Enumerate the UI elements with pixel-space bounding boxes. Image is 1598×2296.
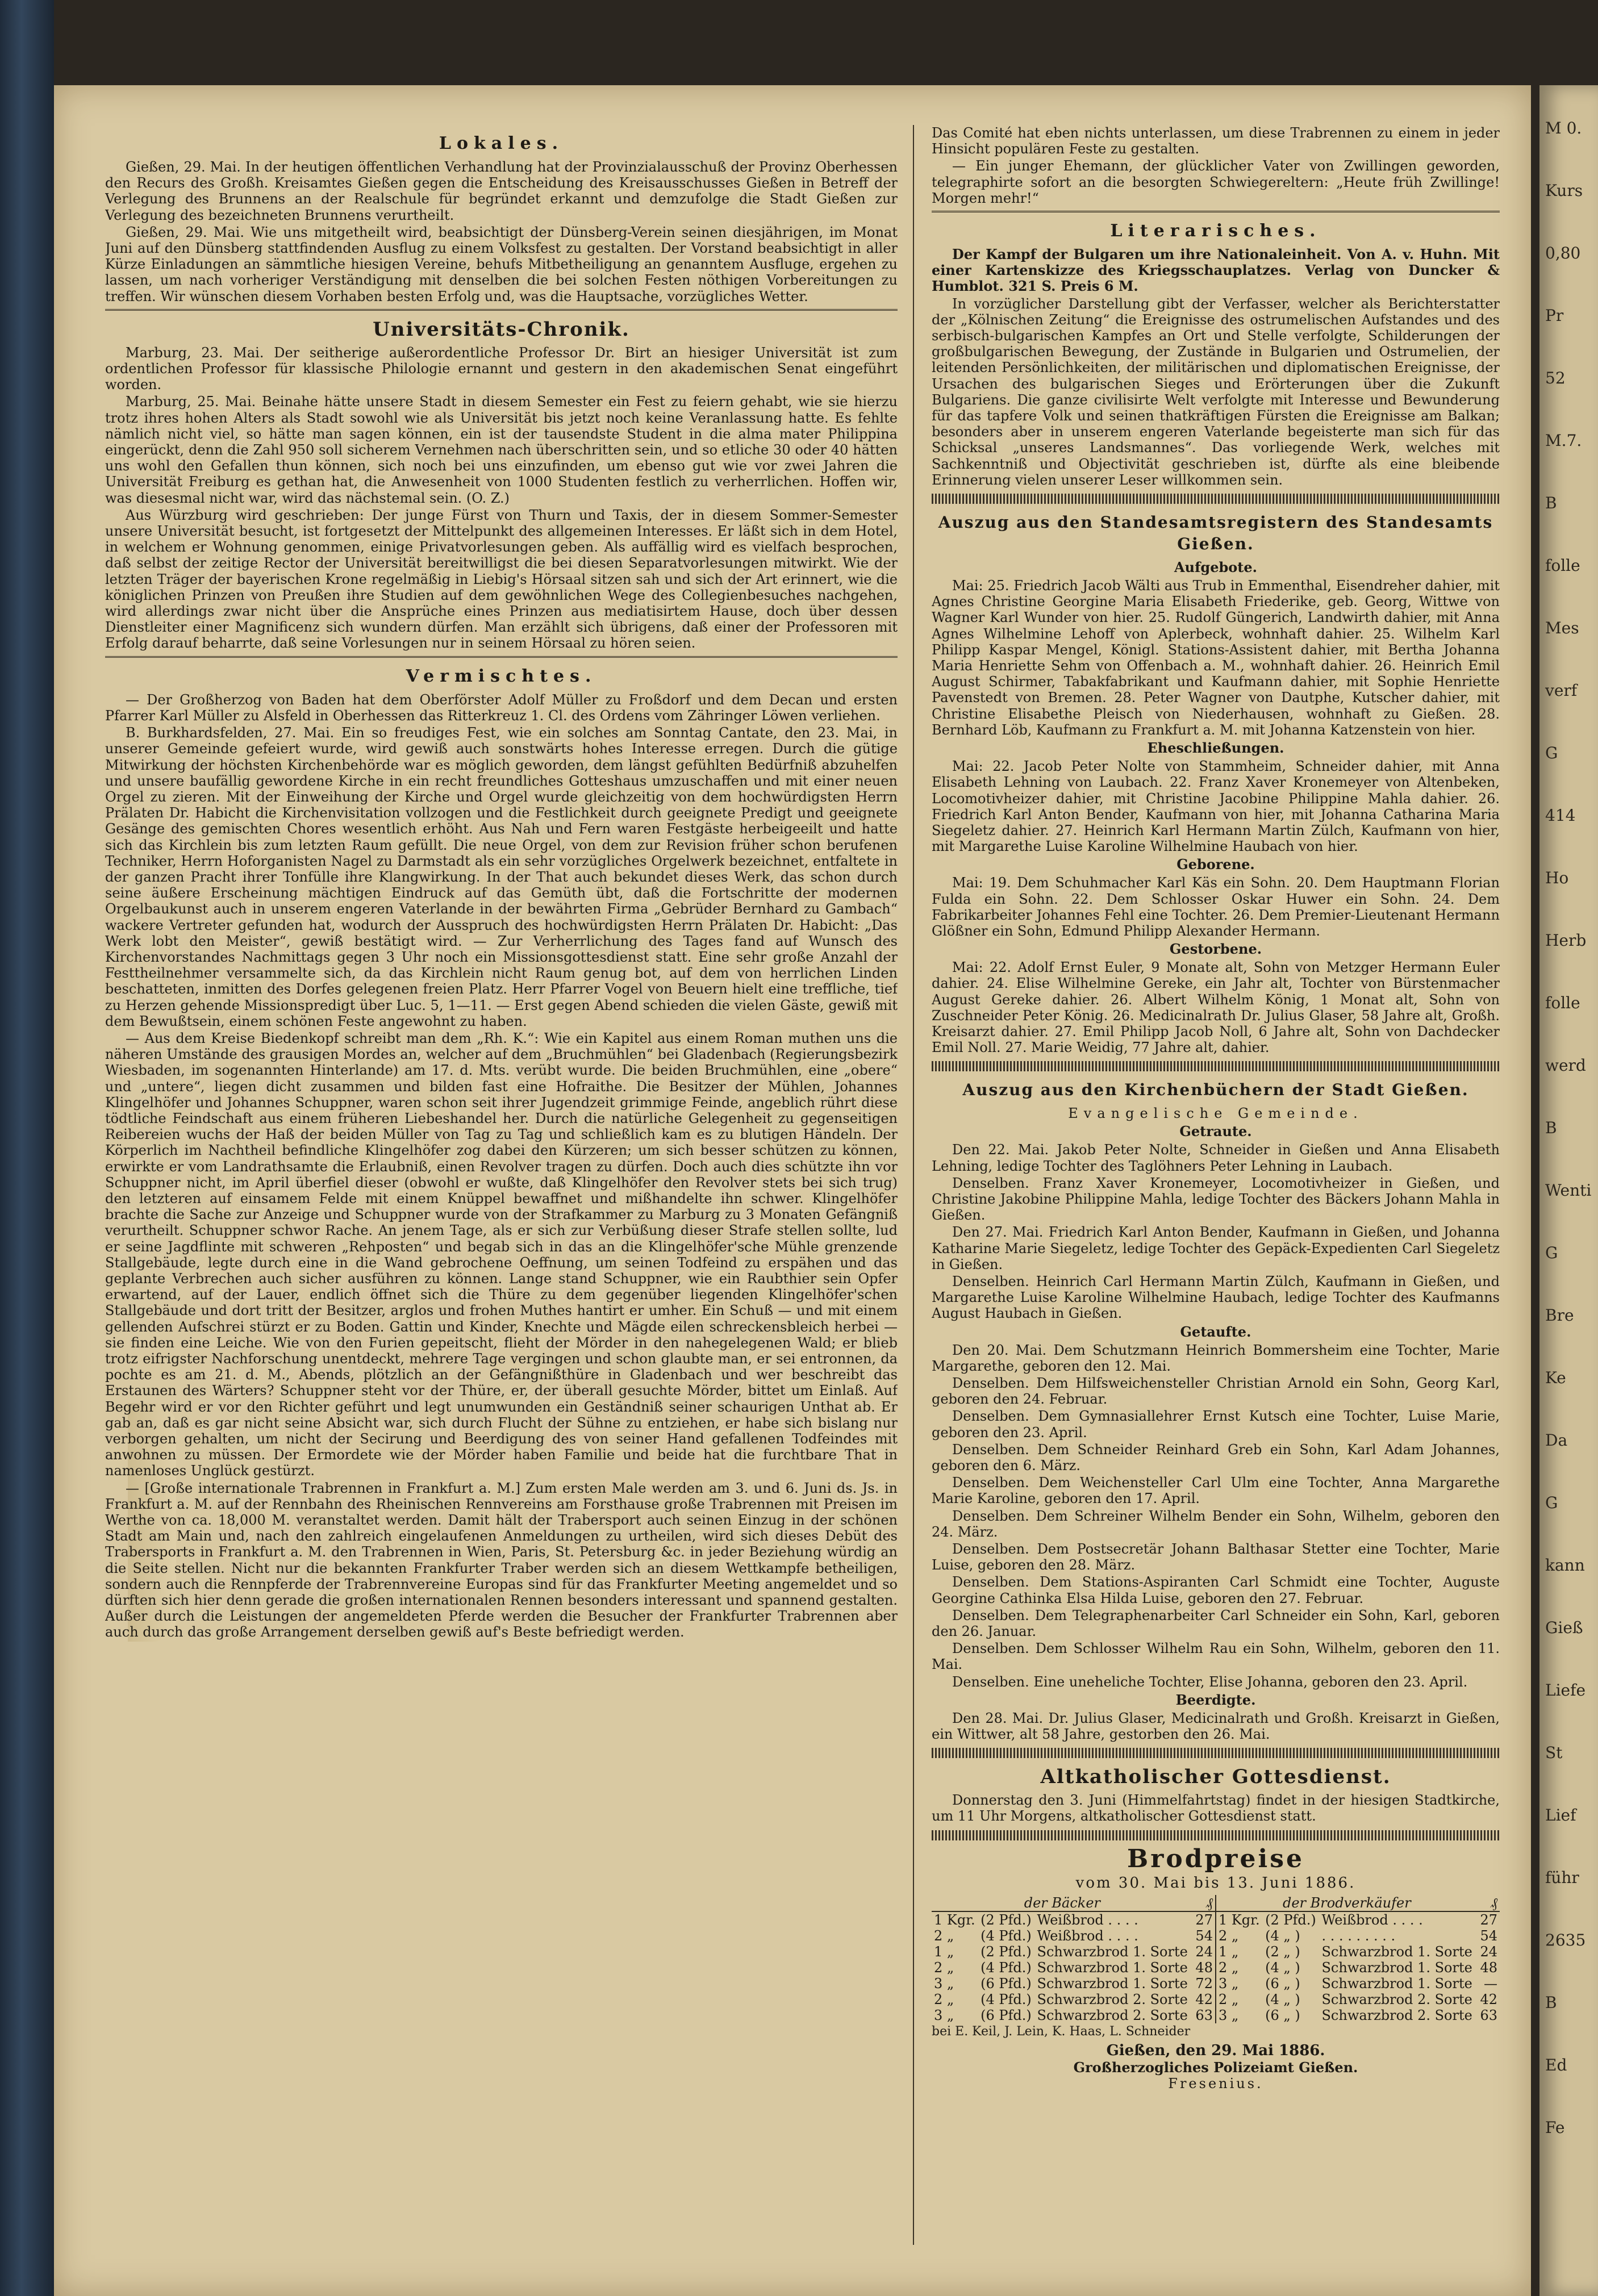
neighbor-text-fragment: G (1545, 744, 1558, 762)
subheading: Getraute. (1179, 1123, 1252, 1140)
neighbor-text-fragment: Wenti (1545, 1181, 1592, 1200)
section-heading: Auszug aus den Standesamtsregistern des Standesamts Gießen. (938, 513, 1493, 554)
price-cell: 48 (1195, 1959, 1213, 1976)
register-entry: Den 28. Mai. Dr. Julius Glaser, Medicinalrath und Großh. Kreisarzt in Gießen, ein Wittwer, alt 58 Jahre, gestorben den 26. Mai. (932, 1710, 1500, 1743)
adjacent-page-edge (1539, 85, 1598, 2296)
price-cell: 42 (1480, 1991, 1497, 2007)
neighbor-text-fragment: kann (1545, 1556, 1585, 1575)
bread-cell: Schwarzbrod 2. Sorte (1037, 2007, 1188, 2023)
neighbor-text-fragment: Ed (1545, 2056, 1567, 2074)
neighbor-text-fragment: B (1545, 1993, 1557, 2012)
register-entry: Denselben. Dem Telegraphenarbeiter Carl Schneider ein Sohn, Karl, geboren den 26. Januar. (932, 1607, 1500, 1640)
sellers-header: der Brodverkäufer (1216, 1895, 1478, 1911)
register-entry: Denselben. Heinrich Carl Hermann Martin Zülch, Kaufmann in Gießen, und Margarethe Luise Karoline Wilhelmine Haubach, ledige Tochter des Kaufmanns August Haubach in Gießen. (932, 1273, 1500, 1322)
subheading: Getaufte. (1180, 1323, 1251, 1340)
section-heading: Universitäts-Chronik. (373, 318, 630, 341)
bread-price-row (932, 1911, 1500, 1928)
article-paragraph: Aus Würzburg wird geschrieben: Der junge Fürst von Thurn und Taxis, der in diesem Sommer-Semester unsere Universität besucht, ist fortgesetzt der Mittelpunkt des allgemeinen Interesses. Er läßt sich in dem Hotel, in welchem er Wohnung genommen, einige Privatvorlesungen geben. Als auffällig wird es vielfach besprochen, daß selbst der zeitige Rector der Universität bereitwilligst die bei diesen Separatvorlesungen mitwirkt. Wie der letzten Träger der bayerischen Krone regelmäßig in Liebig's Hörsaal sitzen sah und sich der Art erinnert, wie die königlichen Prinzen von Preußen ihre Studien auf dem gewöhnlichen Wege des Collegienbesuches nachgehen, wird allerdings zwar nicht über die Ansprüche eines Prinzen aus mediatisirtem Hause, doch über dessen Dienstleiter einer Magnificenz sich wundern dürfen. Man erzählt sich übrigens, daß einer der Professoren mit Erfolg darauf beharrte, daß seine Vorlesungen nur in seinem Hörsaal zu hören seien. (105, 507, 898, 652)
neighbor-text-fragment: G (1545, 1243, 1558, 1262)
bread-cell: (2 Pfd.) (981, 1911, 1032, 1928)
bread-cell: (4 „ ) (1265, 1991, 1300, 2007)
neighbor-text-fragment: verf (1545, 681, 1578, 700)
hatched-divider (932, 1061, 1500, 1071)
article-paragraph: In vorzüglicher Darstellung gibt der Verfasser, welcher als Berichterstatter der „Kölnischen Zeitung“ die Ereignisse des ostrumelischen Aufstandes und des serbisch-bulgarischen Kampfes an Ort und Stelle verfolgte, Schilderungen der großbulgarischen Bewegung, der Zustände in Bulgarien und Ostrumelien, der leitenden Persönlichkeiten, der militärischen und diplomatischen Ereignisse, der Ursachen des bulgarischen Sieges und Erörterungen über die Zukunft Bulgariens. Die ganze civilisirte Welt verfolgte mit Interesse und Bewunderung für das tapfere Volk und seinen thatkräftigen Fürsten die Ereignisse am Balkan; besonders aber in unserem engeren Vaterlande begeisterte man sich für das Schicksal „unseres Landsmannes“. Das vorliegende Werk, welches mit Sachkenntniß und Objectivität geschrieben ist, dürfte als eine bleibende Erinnerung vielen unserer Leser willkommen sein. (932, 295, 1500, 488)
article-paragraph: Marburg, 25. Mai. Beinahe hätte unsere Stadt in diesem Semester ein Fest zu feiern gehabt, wie sie hierzu trotz ihres hohen Alters als Stadt sowohl wie als Universität bis jetzt noch keine Veranlassung hatte. Es fehlte nämlich nicht viel, so hätte man sagen können, ein ist der tausendste Student in die alma mater Philippina eingerückt, denn die Zahl 950 soll sicherem Vernehmen nach überschritten sein, und so etliche 30 oder 40 hätten uns wohl den Gefallen thun können, sich noch bei uns einzufinden, um ebenso gut wie vor zwei Jahren die Universität Freiburg es gethan hat, die Anwesenheit von 1000 Studenten festlich zu verherrlichen. Hoffen wir, was diesesmal nicht war, wird das nächstemal sein. (O. Z.) (105, 394, 898, 506)
bread-cell: 2 „ (1216, 1928, 1263, 1944)
price-cell: 42 (1195, 1991, 1213, 2007)
bread-cell: 1 Kgr. (1216, 1911, 1263, 1928)
universitaets-chronik-section (105, 319, 898, 652)
hatched-divider (932, 494, 1500, 504)
section-divider (105, 656, 898, 658)
neighbor-text-fragment: G (1545, 1493, 1558, 1512)
register-entries: Mai: 22. Adolf Ernst Euler, 9 Monate alt, Sohn von Metzger Hermann Euler dahier. 24. Elise Wilhelmine Gereke, ein Jahr alt, Tochter von Bürstenmacher August Gereke dahier. 26. Albert Wilhelm König, 1 Monat alt, Sohn von Zuschneider Peter König. 26. Medicinalrath Dr. Julius Glaser, 58 Jahre alt, Großh. Kreisarzt dahier. 27. Emil Philipp Jacob Noll, 6 Jahre alt, Sohn von Dachdecker Emil Noll. 27. Marie Weidig, 77 Jahre alt, dahier. (932, 959, 1500, 1056)
authority: Großherzogliches Polizeiamt Gießen. (1073, 2059, 1358, 2076)
article-paragraph: — Ein junger Ehemann, der glücklicher Vater von Zwillingen geworden, telegraphirte sofort an die besorgten Schwiegereltern: „Heute früh Zwillinge! Morgen mehr!“ (932, 158, 1500, 206)
price-cell: 63 (1195, 2007, 1213, 2023)
article-paragraph: Gießen, 29. Mai. Wie uns mitgetheilt wird, beabsichtigt der Dünsberg-Verein seinen diesjährigen, im Monat Juni auf den Dünsberg stattfindenden Ausflug zu einem Volksfest zu gestalten. Der Vorstand beabsichtigt in aller Kürze Einladungen an sämmtliche hiesigen Vereine, behufs Mitbetheiligung an genanntem Ausfluge, ergehen zu lassen, um nach vorheriger Verständigung mit denselben die bei solchen Festen nöthigen Vorbereitungen zu treffen. Wir wünschen diesem Vorhaben besten Erfolg und, was die Hauptsache, vorzügliches Wetter. (105, 224, 898, 304)
bread-cell: Schwarzbrod 1. Sorte (1037, 1959, 1188, 1976)
register-entry: Denselben. Franz Xaver Kronemeyer, Locomotivheizer in Gießen, und Christine Jakobine Philippine Mahla, ledige Tochter des Bäckers Johann Mahla in Gießen. (932, 1175, 1500, 1224)
subheading: Beerdigte. (1175, 1691, 1256, 1708)
bread-cell: Schwarzbrod 1. Sorte (1321, 1959, 1472, 1976)
neighbor-text-fragment: M 0. (1545, 119, 1582, 137)
section-heading: Lokales. (439, 133, 564, 153)
register-entry: Denselben. Dem Schreiner Wilhelm Bender ein Sohn, Wilhelm, geboren den 24. März. (932, 1508, 1500, 1540)
article-paragraph: Marburg, 23. Mai. Der seitherige außerordentliche Professor Dr. Birt an hiesiger Universität ist zum ordentlichen Professor für klassische Philologie ernannt und gestern in den akademischen Senat eingeführt worden. (105, 344, 898, 393)
bread-cell: Schwarzbrod 1. Sorte (1037, 1943, 1188, 1960)
neighbor-text-fragment: folle (1545, 556, 1580, 575)
register-entries: Mai: 22. Jacob Peter Nolte von Stammheim, Schneider dahier, mit Anna Elisabeth Lehning von Laubach. 22. Franz Xaver Kronemeyer von Altenbeken, Locomotivheizer dahier, mit Christine Jacobine Philippine Mahla dahier. 26. Friedrich Karl Anton Bender, Kaufmann von hier, mit Johanna Catharina Maria Siegeletz dahier. 27. Heinrich Karl Hermann Martin Zülch, Kaufmann von hier, mit Margarethe Luise Karoline Wilhelmine Haubach von hier. (932, 758, 1500, 855)
article-paragraph: Gießen, 29. Mai. In der heutigen öffentlichen Verhandlung hat der Provinzialausschuß der Provinz Oberhessen den Recurs des Großh. Kreisamtes Gießen gegen die Entscheidung des Kreisausschusses Gießen in Betreff der Verlegung des Brunnens an der Realschule für begründet erkannt und demzufolge die Stadt Gießen zur Verlegung des bezeichneten Brunnens verurtheilt. (105, 159, 898, 223)
hatched-divider (932, 1830, 1500, 1840)
section-heading: Brodpreise (1127, 1844, 1304, 1873)
hatched-divider (932, 1748, 1500, 1758)
price-cell: 48 (1480, 1959, 1497, 1976)
price-period: vom 30. Mai bis 13. Juni 1886. (1075, 1874, 1356, 1892)
brodpreise-section (932, 1844, 1500, 2092)
left-column (105, 125, 898, 2245)
neighbor-text-fragment: M.7. (1545, 431, 1582, 450)
price-cell: 54 (1195, 1927, 1213, 1944)
article-paragraph: — Der Großherzog von Baden hat dem Oberförster Adolf Müller zu Froßdorf und dem Decan und ersten Pfarrer Karl Müller zu Alsfeld in Oberhessen das Ritterkreuz 1. Cl. des Ordens vom Zähringer Löwen verliehen. (105, 691, 898, 724)
signature: Fresenius. (1168, 2075, 1263, 2092)
bread-cell: 2 „ (1216, 1960, 1263, 1976)
bread-cell: (4 Pfd.) (981, 1927, 1032, 1944)
neighbor-text-fragment: 2635 (1545, 1931, 1586, 1949)
bread-cell: 3 „ (1216, 1976, 1263, 1992)
neighbor-text-fragment: werd (1545, 1056, 1586, 1075)
register-entry: Den 27. Mai. Friedrich Karl Anton Bender, Kaufmann in Gießen, und Johanna Katharine Marie Siegeletz, ledige Tochter des Gepäck-Expedienten Carl Siegeletz in Gießen. (932, 1224, 1500, 1272)
bread-price-table (932, 1895, 1500, 2023)
column-divider (913, 125, 914, 2245)
bread-cell: 3 „ (1216, 2007, 1263, 2023)
price-cell: 72 (1195, 1975, 1213, 1992)
bread-cell: (4 „ ) (1265, 1959, 1300, 1976)
bread-cell: (6 „ ) (1265, 2007, 1300, 2023)
register-entry: Den 22. Mai. Jakob Peter Nolte, Schneider in Gießen und Anna Elisabeth Lehning, ledige Tochter des Taglöhners Peter Lehning in Laubach. (932, 1142, 1500, 1174)
neighbor-text-fragment: Pr (1545, 306, 1564, 325)
bread-rows (932, 1911, 1500, 2023)
bread-cell: Schwarzbrod 1. Sorte (1321, 1943, 1472, 1960)
register-entry: Den 20. Mai. Dem Schutzmann Heinrich Bommersheim eine Tochter, Marie Margarethe, geboren den 12. Mai. (932, 1342, 1500, 1374)
register-entry: Denselben. Dem Postsecretär Johann Balthasar Stetter eine Tochter, Marie Luise, geboren den 28. März. (932, 1541, 1500, 1573)
bread-cell: 3 „ (934, 1975, 954, 1992)
bread-price-row (932, 1960, 1500, 1976)
price-cell: — (1484, 1975, 1497, 1992)
neighbor-text-fragment: Herb (1545, 931, 1587, 950)
section-heading: Auszug aus den Kirchenbüchern der Stadt Gießen. (962, 1080, 1469, 1100)
literarisches-section (932, 220, 1500, 488)
bread-price-row (932, 1992, 1500, 2007)
section-heading: Altkatholischer Gottesdienst. (1040, 1765, 1391, 1789)
neighbor-text-fragment: B (1545, 494, 1557, 512)
neighbor-text-fragment: Ke (1545, 1368, 1566, 1387)
vermischtes-section (105, 666, 898, 1640)
neighbor-text-fragment: Kurs (1545, 181, 1583, 200)
register-entry: Denselben. Dem Stations-Aspiranten Carl Schmidt eine Tochter, Auguste Georgine Cathinka Elsa Hilda Luise, geboren den 27. Februar. (932, 1574, 1500, 1606)
neighbor-text-fragment: Liefe (1545, 1681, 1586, 1700)
price-cell: 63 (1480, 2007, 1497, 2023)
bread-price-row (932, 1976, 1500, 1992)
bakers-header: der Bäcker (932, 1895, 1193, 1911)
price-cell: 54 (1480, 1927, 1497, 1944)
book-title: Der Kampf der Bulgaren um ihre Nationaleinheit. Von A. v. Huhn. Mit einer Kartenskizze des Kriegsschauplatzes. Verlag von Duncker & Humblot. 321 S. Preis 6 M. (932, 246, 1500, 295)
register-entry: Denselben. Dem Schlosser Wilhelm Rau ein Sohn, Wilhelm, geboren den 11. Mai. (932, 1640, 1500, 1673)
register-entry: Denselben. Dem Schneider Reinhard Greb ein Sohn, Karl Adam Johannes, geboren den 6. März. (932, 1441, 1500, 1473)
currency-label: ₰ (1478, 1895, 1500, 1911)
article-paragraph: Donnerstag den 3. Juni (Himmelfahrtstag) findet in der hiesigen Stadtkirche, um 11 Uhr Morgens, altkatholischer Gottesdienst statt. (932, 1792, 1500, 1825)
bread-cell: Weißbrod . . . . (1321, 1911, 1423, 1928)
bread-cell: 2 „ (934, 1991, 954, 2007)
newspaper-page (54, 85, 1531, 2296)
bread-cell: . . . . . . . . . (1321, 1927, 1396, 1944)
register-entry: Denselben. Eine uneheliche Tochter, Elise Johanna, geboren den 23. April. (952, 1673, 1468, 1690)
bread-cell: Schwarzbrod 1. Sorte (1321, 1975, 1472, 1992)
neighbor-text-fragment: Bre (1545, 1306, 1574, 1325)
article-paragraph: — [Große internationale Trabrennen in Frankfurt a. M.] Zum ersten Male werden am 3. und 6. Juni ds. Js. in Frankfurt a. M. auf der Rennbahn des Rheinischen Rennvereins am Forsthause große Trabrennen mit Preisen im Werthe von ca. 18,000 M. veranstaltet werden. Damit hält der Trabersport auch seinen Einzug in der schönen Stadt am Main und, nach den zahlreich eingelaufenen Anmeldungen zu urtheilen, wird sich dieses Debüt des Trabersports in Frankfurt a. M. den Trabrennen in Wien, Paris, St. Petersburg &c. in jeder Beziehung würdig an die Seite stellen. Nicht nur die bekannten Frankfurter Traber werden sich an diesem Wettkampfe betheiligen, sondern auch die Rennpferde der Trabrennvereine Europas sind für das Frankfurter Meeting angemeldet und so dürften sich hier denn gerade die großen internationalen Rennen besonders interessant und spannend gestalten. Außer durch die Leistungen der angemeldeten Pferde werden die Besucher der Frankfurter Trabrennen aber auch durch das große Arrangement derselben gewiß auf's Beste befriedigt werden. (105, 1480, 898, 1640)
footnote: bei E. Keil, J. Lein, K. Haas, L. Schneider (932, 2024, 1191, 2039)
section-divider (932, 211, 1500, 212)
subheading: Geborene. (1176, 856, 1255, 873)
article-paragraph: Das Comité hat eben nichts unterlassen, um diese Trabrennen zu einem in jeder Hinsicht populären Feste zu gestalten. (932, 125, 1500, 157)
bread-cell: (4 „ ) (1265, 1927, 1300, 1944)
bread-cell: 1 „ (934, 1943, 954, 1960)
bread-cell: 2 „ (1216, 1992, 1263, 2007)
bread-cell: 1 „ (1216, 1944, 1263, 1960)
register-entries: Mai: 19. Dem Schuhmacher Karl Käs ein Sohn. 20. Dem Hauptmann Florian Fulda ein Sohn. 22. Dem Schlosser Oskar Huwer ein Sohn. 24. Dem Fabrikarbeiter Johannes Fehl eine Tochter. 26. Dem Premier-Lieutenant Hermann Glößner ein Sohn, Edmund Philipp Alexander Hermann. (932, 875, 1500, 939)
currency-label: ₰ (1193, 1895, 1216, 1911)
neighbor-text-fragment: führ (1545, 1868, 1579, 1887)
notice-date: Gießen, den 29. Mai 1886. (1106, 2042, 1325, 2059)
neighbor-text-fragment: B (1545, 1118, 1557, 1137)
neighbor-text-fragment: Gieß (1545, 1618, 1583, 1637)
lokales-section (105, 133, 898, 304)
article-paragraph: — Aus dem Kreise Biedenkopf schreibt man dem „Rh. K.“: Wie ein Kapitel aus einem Roman muthen uns die näheren Umstände des grausigen Mordes an, welcher auf dem „Bruchmühlen“ bei Gladenbach (Regierungsbezirk Wiesbaden, im sogenannten Hinterlande) am 17. d. Mts. verübt wurde. Die beiden Bruchmühlen, eine „obere“ und „untere“, liegen dicht zusammen und bilden fast eine Hofraithe. Die Besitzer der Mühlen, Johannes Klingelhöfer und Johannes Schuppner, waren schon seit ihrer Jugendzeit grimmige Feinde, angeblich rührt diese tödtliche Feindschaft aus einem früheren Liebeshandel her. Durch die natürliche Gelegenheit zu gegenseitigen Reibereien wuchs der Haß der beiden Müller von Tag zu Tag und schließlich kam es zu blutigen Händeln. Der Körperlich im Nachtheil befindliche Klingelhöfer zog dabei den Kürzeren; um sich besser schützen zu können, erwirkte er vom Landrathsamte die Erlaubniß, einen Revolver tragen zu dürfen. Doch auch dies schützte ihn vor Schuppner nicht, im April überfiel dieser (obwohl er wußte, daß Klingelhöfer den Revolver stets bei sich trug) den letzteren auf einsamem Felde mit einem Knüppel bewaffnet und mißhandelte ihn schwer. Klingelhöfer brachte die Sache zur Anzeige und Schuppner wurde von der Strafkammer zu Marburg zu 3 Monaten Gefängniß verurtheilt. Schuppner schwor Rache. An jenem Tage, als er sich zur Verbüßung dieser Strafe stellen sollte, lud er seine Jagdflinte mit schweren „Rehposten“ und begab sich in das an die Klingelhöfer'sche Mühle grenzende Stallgebäude, legte durch eine in die Wand gebrochene Oeffnung, um seinen Todfeind zu erspähen und das geplante Verbrechen auch sicher ausführen zu können. Lange stand Schuppner, wie ein Raubthier sein Opfer erwartend, auf der Lauer, endlich öffnet sich die Thüre zu dem gegenüber liegenden Klingelhöfer'schen Stallgebäude und dort tritt der Besitzer, arglos und frohen Muthes hantirt er umher. Ein Schuß — und mit einem gellenden Aufschrei stürzt er zu Boden. Gattin und Kinder, Knechte und Mägde eilen schreckensbleich herbei — sie finden eine Leiche. Wie von den Furien gepeitscht, flieht der Mörder in den nahegelegenen Wald; er blieb trotz eifrigster Nachforschung unentdeckt, mehrere Tage vergingen und schon glaubte man, er sei entronnen, da pochte es am 21. d. M., Abends, plötzlich an der Gefängnißthüre in Gladenbach und wer beschreibt das Erstaunen des Wärters? Schuppner steht vor der Thüre, er, der überall gesuchte Mörder, bittet um Einlaß. Auf Begehr wird er vor den Richter geführt und legt unumwunden ein Geständniß seiner schaurigen Unthat ab. Er gab an, daß es gar nicht seine Absicht war, sich durch Flucht der Sühne zu entziehen, er habe sich bislang nur verborgen gehalten, um nicht der Secirung und Beerdigung des von seiner Hand gefallenen Todfeindes mit anwohnen zu müssen. Der Ermordete wie der Mörder haben Familie und beide hat die furchtbare That in namenloses Unglück gestürzt. (105, 1030, 898, 1479)
register-entry: Denselben. Dem Gymnasiallehrer Ernst Kutsch eine Tochter, Luise Marie, geboren den 23. April. (932, 1408, 1500, 1441)
bread-cell: Schwarzbrod 1. Sorte (1037, 1975, 1188, 1992)
neighbor-text-fragment: Fe (1545, 2118, 1565, 2137)
bread-cell: (2 Pfd.) (981, 1943, 1032, 1960)
neighbor-text-fragment: 0,80 (1545, 244, 1581, 262)
neighbor-text-fragment: Lief (1545, 1806, 1576, 1825)
standesamt-section (932, 512, 1500, 1055)
bread-cell: Schwarzbrod 2. Sorte (1037, 1991, 1188, 2007)
bread-cell: (2 Pfd.) (1265, 1911, 1316, 1928)
bread-cell: Schwarzbrod 2. Sorte (1321, 1991, 1472, 2007)
bread-cell: (4 Pfd.) (981, 1959, 1032, 1976)
bread-cell: (4 Pfd.) (981, 1991, 1032, 2007)
bread-cell: (6 Pfd.) (981, 1975, 1032, 1992)
bread-cell: (6 „ ) (1265, 1975, 1300, 1992)
bread-price-row (932, 1928, 1500, 1944)
book-binding-edge (0, 0, 54, 2296)
neighbor-text-fragment: 52 (1545, 369, 1566, 387)
register-entries: Mai: 25. Friedrich Jacob Wälti aus Trub in Emmenthal, Eisendreher dahier, mit Agnes Christine Georgine Maria Elisabeth Friederike, geb. Georg, Wittwe von Wagner Karl Wunder von hier. 25. Rudolf Güngerich, Landwirth dahier, mit Anna Agnes Wilhelmine Lehoff von Aplerbeck, wohnhaft dahier. 25. Wilhelm Karl Philipp Kaspar Mengel, Königl. Stations-Assistent dahier, mit Bertha Johanna Maria Henriette Sehm von Offenbach a. M., wohnhaft dahier. 26. Heinrich Emil August Schirmer, Tabakfabrikant und Kaufmann dahier, mit Sophie Henriette Pavenstedt von Bremen. 28. Peter Wagner von Dautphe, Kutscher dahier, mit Christine Elisabethe Pleisch von Niederhausen, wohnhaft zu Gießen. 28. Bernhard Löb, Kaufmann zu Frankfurt a. M. mit Johanna Katzenstein von hier. (932, 578, 1500, 738)
bread-cell: Weißbrod . . . . (1037, 1927, 1138, 1944)
price-cell: 27 (1195, 1911, 1213, 1928)
bread-cell: 2 „ (934, 1959, 954, 1976)
neighbor-text-fragment: Da (1545, 1431, 1568, 1450)
right-column (932, 125, 1500, 2245)
neighbor-text-fragment: St (1545, 1743, 1563, 1762)
subheading: Aufgebote. (1174, 559, 1257, 576)
bread-cell: Schwarzbrod 2. Sorte (1321, 2007, 1472, 2023)
bread-cell: 2 „ (934, 1927, 954, 1944)
altkatholisch-section (932, 1766, 1500, 1824)
subheading: Gestorbene. (1169, 941, 1262, 958)
register-entry: Denselben. Dem Weichensteller Carl Ulm eine Tochter, Anna Margarethe Marie Karoline, geboren den 17. April. (932, 1475, 1500, 1507)
bread-price-row (932, 2007, 1500, 2023)
neighbor-text-fragment: Mes (1545, 619, 1579, 637)
price-cell: 24 (1195, 1943, 1213, 1960)
bread-cell: Weißbrod . . . . (1037, 1911, 1138, 1928)
bread-cell: (2 „ ) (1265, 1943, 1300, 1960)
kirchenbuecher-section (932, 1079, 1500, 1742)
bread-cell: (6 Pfd.) (981, 2007, 1032, 2023)
neighbor-text-fragment: 414 (1545, 806, 1576, 825)
bread-cell: 1 Kgr. (934, 1911, 975, 1928)
congregation-label: Evangelische Gemeinde. (1068, 1105, 1363, 1122)
section-divider (105, 309, 898, 311)
article-paragraph: B. Burkhardsfelden, 27. Mai. Ein so freudiges Fest, wie ein solches am Sonntag Cantate, den 23. Mai, in unserer Gemeinde gefeiert wurde, wird gewiß auch sonstwärts hohes Interesse erregen. Durch die gütige Mitwirkung der höchsten Kirchenbehörde war es möglich geworden, dem längst gefühlten Bedürfniß abzuhelfen und unsere baufällig gewordene Kirche in ein recht freundliches Gotteshaus umzuschaffen und mit einer neuen Orgel zu zieren. Mit der Einweihung der Kirche und Orgel wurde gleichzeitig von dem hochwürdigsten Herrn Prälaten Dr. Habicht die Kirchenvisitation vollzogen und die Festlichkeit durch geeignete Predigt und geeignete Gesänge des gemischten Chores wesentlich erhöht. Aus Nah und Fern waren Festgäste herbeigeeilt und hatte sich das Kirchlein bis zum letzten Raum gefüllt. Die neue Orgel, von dem zur Revision früher schon berufenen Techniker, Herrn Hoforganisten Nagel zu Darmstadt als ein sehr vorzügliches Orgelwerk bezeichnet, entfaltete in der ganzen Pracht ihrer Tonfülle ihre Klangwirkung. In der That auch bekundet dieses Werk, das schon durch seine äußere Erscheinung mächtigen Eindruck auf das Gemüth übt, daß die Fortschritte der modernen Orgelbaukunst auch in unserem engeren Vaterlande in der bewährten Firma „Gebrüder Bernhard zu Gambach“ wackere Vertreter gefunden hat, wodurch der Ausspruch des hochwürdigsten Herrn Prälaten Dr. Habicht: „Das Werk lobt den Meister“, gewiß bestätigt wird. — Zur Verherrlichung des Tages fand auf Wunsch des Kirchenvorstandes Nachmittags gegen 3 Uhr noch ein Missionsgottesdienst statt. Eine sehr große Anzahl der Festtheilnehmer versammelte sich, da das Kirchlein nicht Raum genug bot, auf dem von herrlichen Linden beschatteten, inmitten des Dorfes gelegenen freien Platz. Herr Pfarrer Vogel von Beuern hielt eine treffliche, tief zu Herzen gehende Missionspredigt über Luc. 5, 1—11. — Erst gegen Abend schieden die vielen Gäste, gewiß mit dem Bewußtsein, einem schönen Feste angewohnt zu haben. (105, 725, 898, 1029)
price-cell: 27 (1480, 1911, 1497, 1928)
register-entry: Denselben. Dem Hilfsweichensteller Christian Arnold ein Sohn, Georg Karl, geboren den 24. Februar. (932, 1375, 1500, 1408)
neighbor-text-fragment: folle (1545, 993, 1580, 1012)
subheading: Eheschließungen. (1147, 740, 1284, 757)
bread-price-row (932, 1944, 1500, 1960)
bread-cell: 3 „ (934, 2007, 954, 2023)
section-heading: Vermischtes. (406, 666, 597, 686)
neighbor-text-fragment: Ho (1545, 869, 1569, 887)
price-cell: 24 (1480, 1943, 1497, 1960)
section-heading: Literarisches. (1110, 221, 1321, 241)
